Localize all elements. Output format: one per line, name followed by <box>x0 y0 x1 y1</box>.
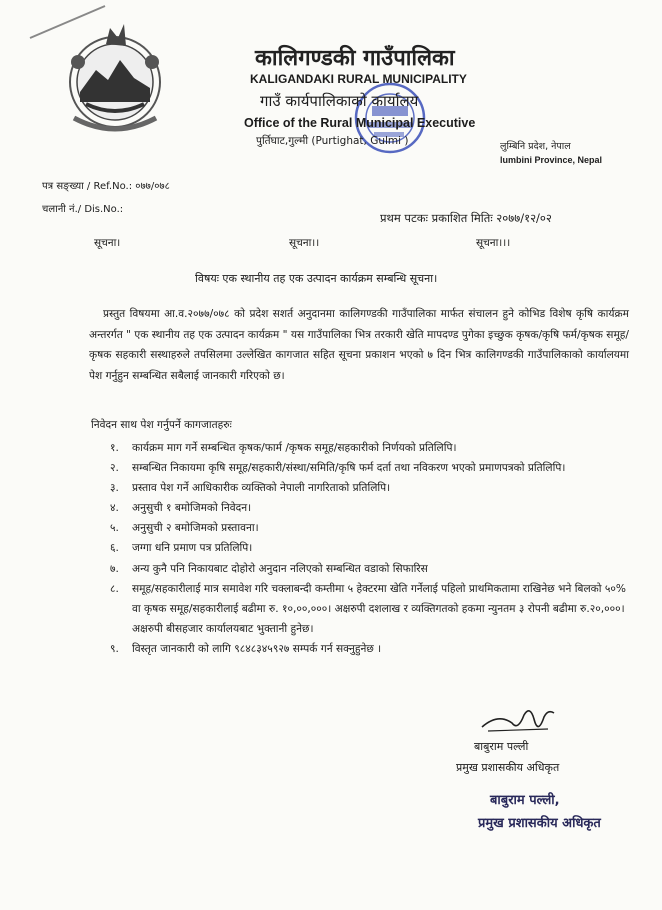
office-title-nepali: गाउँ कार्यपालिकाको कार्यालय <box>260 92 419 110</box>
requirements-heading: निवेदन साथ पेश गर्नुपर्ने कागजातहरुः <box>91 419 232 431</box>
office-title-english: Office of the Rural Municipal Executive <box>244 116 476 130</box>
requirement-item <box>110 478 630 498</box>
requirement-item <box>110 579 630 639</box>
requirement-text: जग्गा धनि प्रमाण पत्र प्रतिलिपि। <box>132 542 253 555</box>
notice-subject: विषयः एक स्थानीय तह एक उत्पादन कार्यक्रम सम्बन्धि सूचना। <box>195 272 438 285</box>
requirement-text: समूह/सहकारीलाई मात्र समावेश गरि चक्लाबन्दी कम्तीमा ५ हेक्टरमा खेति गर्नेलाई पहिलो प्राथमिकतामा राखिनेछ भने बिलको ५०% वा कृषक समूह/सहकारीलाई बढीमा रु. १०,००,०००। अक्षरुपी दशलाख र व्यक्तिगतको हकमा न्युनतम ३ रोपनी बढीमा रु.२०,०००। अक्षरुपी बीसहजार कार्यालयबाट भुक्तानी हुनेछ। <box>132 582 626 635</box>
signer-title: प्रमुख प्रशासकीय अधिकृत <box>456 761 560 774</box>
requirement-number: २. <box>110 462 119 475</box>
province-nepali: लुम्बिनि प्रदेश, नेपाल <box>500 141 571 152</box>
requirement-item <box>110 498 630 518</box>
requirement-text: कार्यक्रम माग गर्ने सम्बन्धित कृषक/फार्म /कृषक समूह/सहकारीको निर्णयको प्रतिलिपि। <box>132 442 457 454</box>
requirement-item <box>110 518 630 538</box>
requirement-text: अनुसुची २ बमोजिमको प्रस्तावना। <box>132 522 259 535</box>
signature-stamp-title: प्रमुख प्रशासकीय अधिकृत <box>478 816 601 831</box>
publication-date: प्रथम पटकः प्रकाशित मितिः २०७७/१२/०२ <box>380 211 552 225</box>
handwritten-signature <box>478 705 558 741</box>
dispatch-number: चलानी नं./ Dis.No.: <box>42 204 124 215</box>
notice-label-3: सूचना।।। <box>476 237 511 249</box>
province-english: lumbini Province, Nepal <box>500 155 603 165</box>
requirement-item <box>110 538 630 558</box>
signer-name: बाबुराम पल्ली <box>474 740 529 753</box>
requirement-number: ४. <box>110 502 119 515</box>
municipality-title-english: KALIGANDAKI RURAL MUNICIPALITY <box>250 72 467 86</box>
notice-body-paragraph: प्रस्तुत विषयमा आ.व.२०७७/०७८ को प्रदेश सशर्त अनुदानमा कालिगण्डकी गाउँपालिका मार्फत संचालन हुने कोभिड विशेष कृषि कार्यक्रम अन्तरर्गत " एक स्थानीय तह एक उत्पादन कार्यक्रम " यस गाउँपालिका भित्र तरकारी खेति मापदण्ड पुगेका इच्छुक कृषक/कृषि फर्म/कृषक समूह/कृषक सहकारी सस्थाहरुले तपसिलमा उल्लेखित कागजात सहित सूचना प्रकाशन भएको ७ दिन भित्र कालिगण्डकी गाउँपालिकाको कार्यालयमा पेश गर्नुहुन सम्बन्धित सबैलाई जानकारी गरिएको छ। <box>89 308 629 382</box>
requirement-number: ५. <box>110 522 119 535</box>
requirement-item <box>110 438 630 458</box>
requirement-text: विस्तृत जानकारी को लागि ९८४८३४५९२७ सम्पर्क गर्न सक्नुहुनेछ । <box>132 642 382 655</box>
reference-number: पत्र सङ्ख्या / Ref.No.: ०७७/०७८ <box>42 181 170 192</box>
notice-label-2: सूचना।। <box>289 237 320 249</box>
signature-stamp-name: बाबुराम पल्ली, <box>490 793 560 808</box>
municipality-title-nepali: कालिगण्डकी गाउँपालिका <box>255 46 455 71</box>
requirement-item <box>110 458 630 478</box>
requirement-item <box>110 559 630 579</box>
notice-label-1: सूचना। <box>94 237 121 249</box>
office-address: पुर्तिघाट,गुल्मी (Purtighat, Gulmi ) <box>256 135 409 147</box>
requirement-text: अन्य कुनै पनि निकायबाट दोहोरो अनुदान नलिएको सम्बन्धित वडाको सिफारिस <box>132 562 428 575</box>
requirement-item <box>110 639 630 659</box>
municipality-emblem-icon <box>56 22 174 138</box>
requirement-number: १. <box>110 442 119 454</box>
requirement-text: अनुसुची १ बमोजिमको निवेदन। <box>132 502 252 515</box>
requirement-number: ९. <box>110 642 119 655</box>
requirement-number: ७. <box>110 562 119 575</box>
requirements-list <box>110 438 630 659</box>
requirement-number: ६. <box>110 542 119 555</box>
requirement-number: ८. <box>110 582 119 595</box>
requirement-text: सम्बन्धित निकायमा कृषि समूह/सहकारी/संस्था/समिति/कृषि फर्म दर्ता तथा नविकरण भएको प्रमाणपत्रको प्रतिलिपि। <box>132 462 566 475</box>
requirement-text: प्रस्ताव पेश गर्ने आधिकारीक व्यक्तिको नेपाली नागरिताको प्रतिलिपि। <box>132 482 391 495</box>
requirement-number: ३. <box>110 482 119 495</box>
